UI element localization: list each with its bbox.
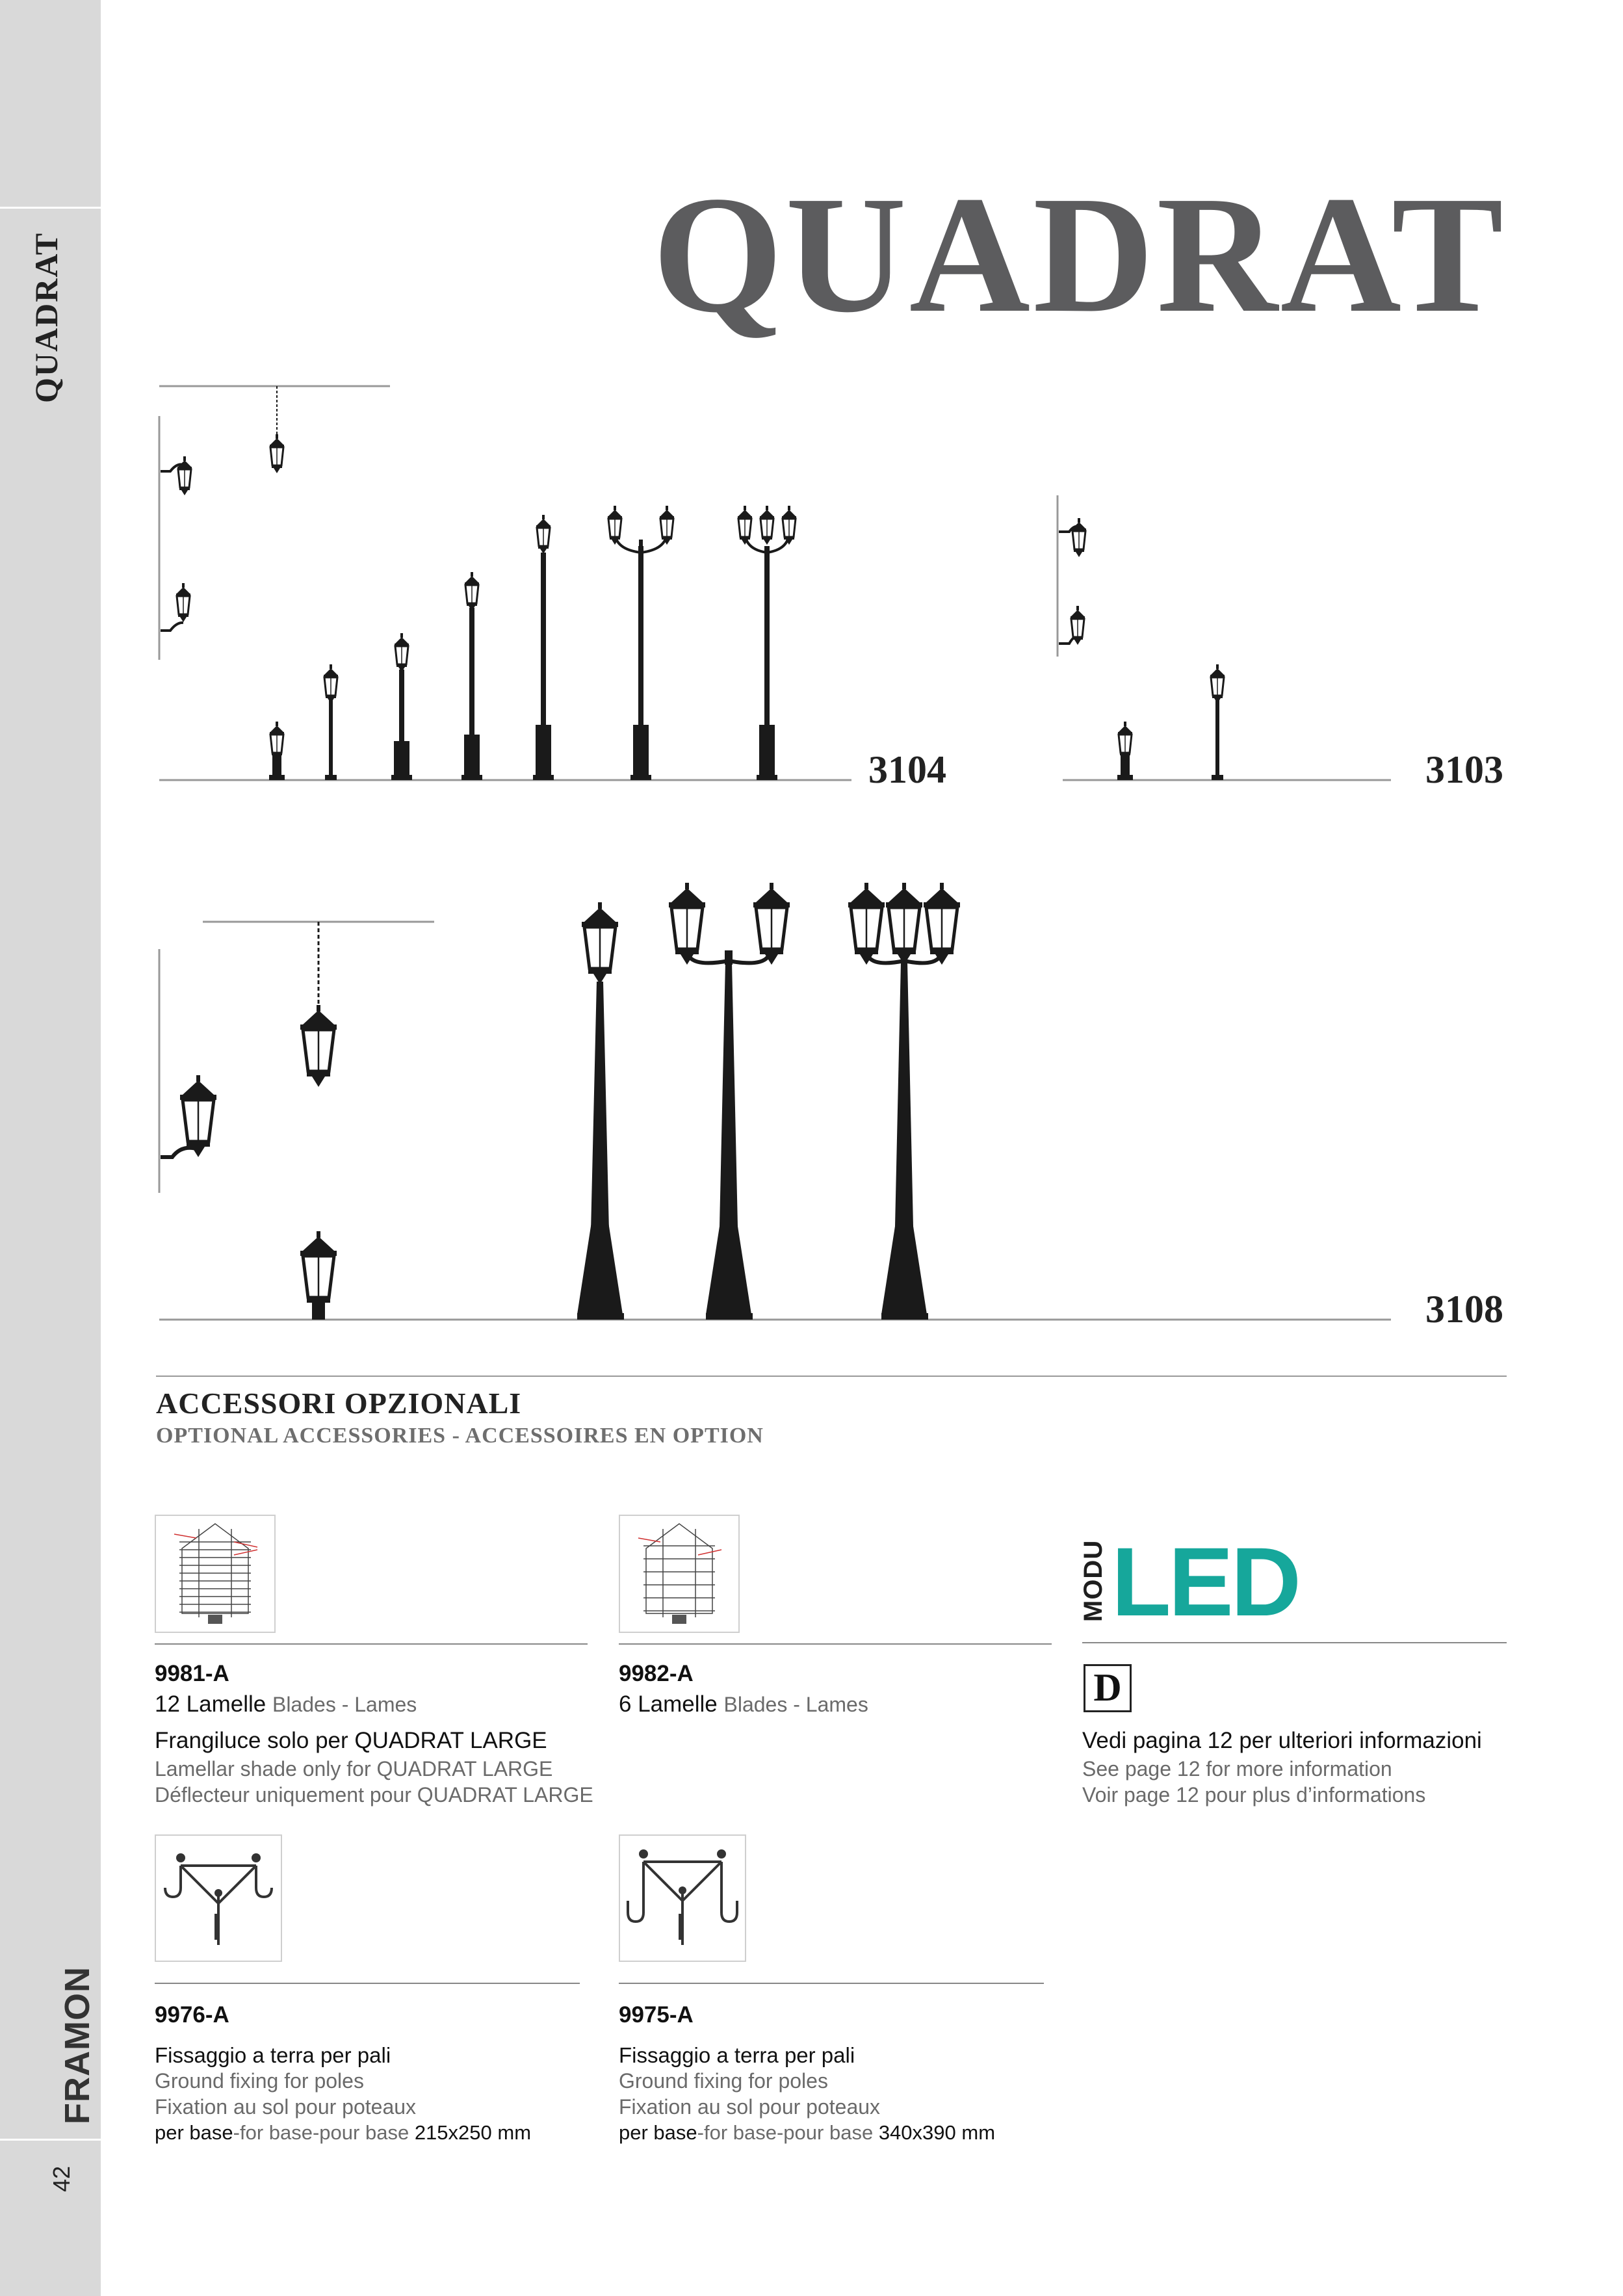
accessory-desc-it-9976: Fissaggio a terra per pali (155, 2043, 391, 2067)
accessory-rule-9975 (619, 1983, 1044, 1984)
base-size-9975: 340x390 mm (878, 2121, 996, 2144)
accessory-name-it-9982: 6 Lamelle (619, 1691, 718, 1717)
post-3108-single (577, 902, 624, 1320)
accessories-divider (156, 1376, 1507, 1377)
accessory-rule-9981 (155, 1643, 588, 1645)
moduled-info-fr: Voir page 12 pour plus d’informations (1082, 1783, 1426, 1807)
accessory-name-it-9981: 12 Lamelle (155, 1691, 266, 1717)
triple-post-3104 (738, 506, 796, 780)
accessory-base-9975 (619, 2121, 995, 2145)
lamellar-shade-12-thumbnail (155, 1515, 276, 1633)
accessory-rule-9976 (155, 1983, 580, 1984)
accessory-name-9981 (155, 1691, 417, 1717)
base-size-9976: 215x250 mm (414, 2121, 532, 2144)
accessory-desc-en-9975: Ground fixing for poles (619, 2069, 828, 2093)
accessories-title: ACCESSORI OPZIONALI (156, 1387, 522, 1420)
post-3104-h4 (533, 515, 554, 780)
bollard-3104 (269, 722, 285, 780)
sidebar-title: QUADRAT (28, 231, 64, 403)
accessory-desc-fr-9976: Fixation au sol pour poteaux (155, 2095, 417, 2119)
pendant-lamp-3104 (270, 386, 284, 473)
accessory-name-9982 (619, 1691, 868, 1717)
lamellar-shade-6-thumbnail (619, 1515, 740, 1633)
framon-logo: FRAMON (58, 1966, 97, 2124)
energy-class-badge: D (1084, 1664, 1132, 1712)
code-3104: 3104 (868, 748, 946, 791)
accessory-code-9975: 9975-A (619, 2002, 694, 2028)
base-alt-9975: -for base-pour base (697, 2121, 874, 2144)
moduled-prefix: MODU (1079, 1539, 1108, 1622)
base-label-9975: per base (619, 2121, 697, 2144)
accessory-code-9976: 9976-A (155, 2002, 229, 2028)
moduled-info-en: See page 12 for more information (1082, 1757, 1392, 1781)
moduled-rule (1082, 1642, 1507, 1643)
accessory-desc-en-9981: Lamellar shade only for QUADRAT LARGE (155, 1757, 553, 1781)
accessory-desc-en-9976: Ground fixing for poles (155, 2069, 364, 2093)
accessory-base-9976 (155, 2121, 531, 2145)
post-3104-h1 (324, 664, 338, 780)
post-3103 (1210, 664, 1225, 780)
wall-lamp-3103-b (1059, 606, 1085, 645)
accessory-code-9982: 9982-A (619, 1661, 694, 1686)
pendant-lamp-3108 (300, 922, 337, 1087)
base-alt-9976: -for base-pour base (233, 2121, 409, 2144)
post-3104-h3 (461, 572, 482, 780)
accessory-desc-fr-9975: Fixation au sol pour poteaux (619, 2095, 881, 2119)
wall-lamp-3104-b (161, 583, 190, 631)
page-number: 42 (48, 2165, 75, 2192)
wall-lamp-3108 (161, 1075, 216, 1157)
accessory-name-alt-9982: Blades - Lames (723, 1693, 868, 1716)
double-post-3104 (608, 506, 674, 780)
wall-lamp-3103-a (1059, 518, 1086, 557)
bollard-3108 (300, 1231, 337, 1320)
accessory-rule-9982 (619, 1643, 1052, 1645)
accessory-desc-it-9981: Frangiluce solo per QUADRAT LARGE (155, 1728, 547, 1753)
moduled-info-it: Vedi pagina 12 per ulteriori informazioni (1082, 1728, 1482, 1753)
accessories-subtitle: OPTIONAL ACCESSORIES - ACCESSOIRES EN OPTION (156, 1424, 764, 1448)
accessory-code-9981: 9981-A (155, 1661, 229, 1686)
post-3108-triple (848, 883, 960, 1320)
wall-lamp-3104-a (161, 456, 192, 495)
accessory-name-alt-9981: Blades - Lames (272, 1693, 417, 1716)
post-3104-h2 (391, 633, 412, 780)
post-3108-double (669, 883, 790, 1320)
bollard-3103 (1117, 722, 1133, 780)
code-3108: 3108 (1425, 1288, 1503, 1331)
accessory-desc-it-9975: Fissaggio a terra per pali (619, 2043, 855, 2067)
code-3103: 3103 (1425, 748, 1503, 791)
accessory-desc-fr-9981: Déflecteur uniquement pour QUADRAT LARGE (155, 1783, 593, 1807)
moduled-logo: LED (1111, 1527, 1299, 1636)
ground-fixing-large-thumbnail (619, 1834, 746, 1962)
ground-fixing-small-thumbnail (155, 1834, 282, 1962)
page-title: QUADRAT (652, 161, 1506, 347)
base-label-9976: per base (155, 2121, 233, 2144)
